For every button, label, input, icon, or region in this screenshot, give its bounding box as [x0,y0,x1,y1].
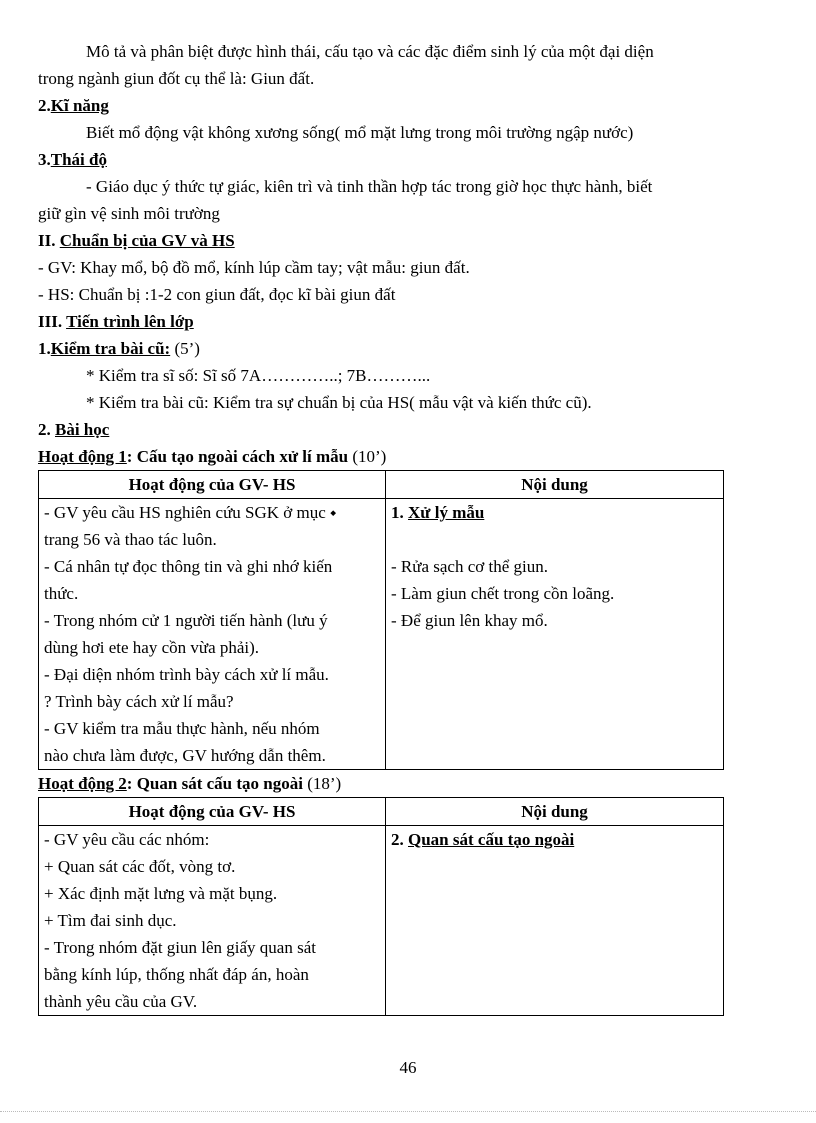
check-heading [38,335,724,362]
activity2-right-cell [386,826,724,1016]
activity1-left-line: thức. [44,584,79,603]
attitude-line-2: giữ gìn vệ sinh môi trường [38,204,220,223]
lesson-title: Bài học [55,420,110,439]
prep-hs: - HS: Chuẩn bị :1-2 con giun đất, đọc kĩ bài giun đất [38,285,396,304]
attitude-number: 3. [38,150,51,169]
attitude-line-1: - Giáo dục ý thức tự giác, kiên trì và tinh thần hợp tác trong giờ học thực hành, biết [86,177,653,196]
prep-heading [38,227,724,254]
progress-number: III. [38,312,63,331]
activity1-table [38,470,724,770]
activity1-left-cell [39,499,386,770]
activity1-col-left: Hoạt động của GV- HS [39,471,386,499]
activity2-left-line: - Trong nhóm đặt giun lên giấy quan sát [44,938,316,957]
activity1-right-cell [386,499,724,770]
document-page [38,38,724,1016]
lesson-number: 2. [38,420,51,439]
activity2-right-title: Quan sát cấu tạo ngoài [408,830,575,849]
activity2-left-line: + Tìm đai sinh dục. [44,911,177,930]
skills-title: Kĩ năng [50,96,109,115]
activity2-col-left: Hoạt động của GV- HS [39,798,386,826]
activity2-left-line: + Xác định mặt lưng và mặt bụng. [44,884,278,903]
intro-line-1: Mô tả và phân biệt được hình thái, cấu tạo và các đặc điểm sinh lý của một đại diện [86,42,654,61]
lesson-heading [38,416,724,443]
activity1-label: Hoạt động 1 [38,447,127,466]
activity2-left-line: bằng kính lúp, thống nhất đáp án, hoàn [44,965,309,984]
check-line-1: * Kiểm tra sĩ số: Sĩ số 7A…………..; 7B………... [86,366,431,385]
activity1-left-line: - Đại diện nhóm trình bày cách xử lí mẫu. [44,665,329,684]
activity2-left-line: + Quan sát các đốt, vòng tơ. [44,857,236,876]
activity2-time: (18’) [302,774,342,793]
prep-number: II. [38,231,56,250]
activity1-right-title: Xử lý mẫu [408,503,485,522]
activity1-left-line: trang 56 và thao tác luôn. [44,530,217,549]
activity1-col-right: Nội dung [386,471,724,499]
activity1-left-line: - Trong nhóm cử 1 người tiến hành (lưu ý [44,611,328,630]
activity1-left-line: nào chưa làm được, GV hướng dẫn thêm. [44,746,326,765]
activity2-table [38,797,724,1016]
activity2-heading [38,770,724,797]
progress-heading [38,308,724,335]
prep-title: Chuẩn bị của GV và HS [59,231,235,250]
intro-line-2: trong ngành giun đốt cụ thể là: Giun đất. [38,69,315,88]
check-number: 1. [38,339,51,358]
activity2-header-row [39,798,724,826]
progress-title: Tiến trình lên lớp [66,312,194,331]
attitude-title: Thái độ [50,150,107,169]
activity1-right-gap [391,526,718,553]
activity2-col-right: Nội dung [386,798,724,826]
activity1-right-line: - Để giun lên khay mổ. [391,611,548,630]
activity1-heading [38,443,724,470]
activity1-left-line: ? Trình bày cách xử lí mẫu? [44,692,234,711]
prep-gv: - GV: Khay mổ, bộ đồ mổ, kính lúp cầm tay; vật mẫu: giun đất. [38,258,470,277]
activity1-left-line: - Cá nhân tự đọc thông tin và ghi nhớ kiến [44,557,333,576]
page-number: 46 [399,1058,417,1077]
activity1-right-line: - Rửa sạch cơ thể giun. [391,557,548,576]
activity2-left-line: thành yêu cầu của GV. [44,992,198,1011]
activity2-title: : Quan sát cấu tạo ngoài [126,774,303,793]
skills-text: Biết mổ động vật không xương sống( mổ mặt lưng trong môi trường ngập nước) [86,123,634,142]
check-line-2: * Kiểm tra bài cũ: Kiểm tra sự chuẩn bị của HS( mẫu vật và kiến thức cũ). [86,393,592,412]
activity1-left-line: - GV kiểm tra mẫu thực hành, nếu nhóm [44,719,320,738]
activity1-header-row [39,471,724,499]
activity1-right-number: 1. [391,503,404,522]
skills-number: 2. [38,96,51,115]
activity1-left-line: dùng hơi ete hay cồn vừa phải). [44,638,260,657]
activity2-left-line: - GV yêu cầu các nhóm: [44,830,210,849]
activity1-time: (10’) [348,447,387,466]
check-title: Kiểm tra bài cũ: [50,339,171,358]
activity2-body-row [39,826,724,1016]
activity2-left-cell [39,826,386,1016]
activity1-right-heading [391,499,718,526]
activity1-body-row [39,499,724,770]
attitude-heading [38,146,724,173]
activity1-title: : Cấu tạo ngoài cách xử lí mẫu [126,447,349,466]
activity2-right-heading [391,826,718,853]
activity1-right-line: - Làm giun chết trong cồn loãng. [391,584,615,603]
footer-divider [0,1111,816,1112]
check-time: (5’) [170,339,200,358]
activity2-label: Hoạt động 2 [38,774,127,793]
activity2-right-number: 2. [391,830,404,849]
skills-heading [38,92,724,119]
activity1-left-line: - GV yêu cầu HS nghiên cứu SGK ở mục ⬩ [44,503,337,522]
